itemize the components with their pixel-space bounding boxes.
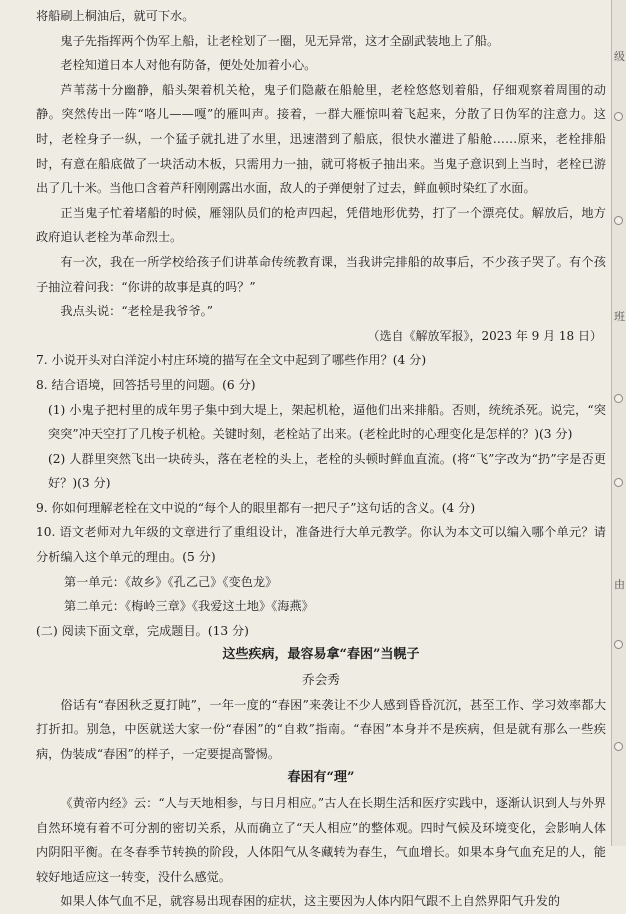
binding-hole — [614, 742, 623, 751]
binding-hole — [614, 112, 623, 121]
story-paragraph: 鬼子先指挥两个伪军上船，让老栓划了一圈，见无异常，这才全副武装地上了船。 — [60, 33, 500, 48]
article-author: 乔会秀 — [302, 672, 340, 688]
margin-char: 班 — [614, 310, 625, 323]
question-8: 8. 结合语境，回答括号里的问题。(6 分) — [36, 377, 256, 392]
question-7: 7. 小说开头对白洋淀小村庄环境的描写在全文中起到了哪些作用？(4 分) — [36, 353, 427, 368]
story-paragraph: 将船刷上桐油后，就可下水。 — [36, 9, 195, 23]
binding-hole — [614, 640, 623, 649]
unit-one: 第一单元：《故乡》《孔乙己》《变色龙》 — [64, 574, 278, 589]
question-8-part-2: (2) 人群里突然飞出一块砖头，落在老栓的头上，老栓的头顿时鲜血直流。(将“飞”字改为“扔”字是否更好？)(3 分) — [48, 451, 606, 491]
story-paragraph: 正当鬼子忙着堵船的时候，雁翎队员们的枪声四起，凭借地形优势，打了一个漂亮仗。解放后，地方政府追认老栓为革命烈士。 — [36, 205, 606, 245]
article-paragraph: 俗话有“春困秋乏夏打盹”，一年一度的“春困”来袭让不少人感到昏昏沉沉，甚至工作、学习效率都大打折扣。别急，中医就送大家一份“春困”的“自救”指南。“春困”本身并不是疾病，但是就有那么一些疾病，伪装成“春困”的样子，一定要提高警惕。 — [36, 697, 606, 761]
binding-margin — [611, 0, 626, 846]
unit-two: 第二单元：《梅岭三章》《我爱这土地》《海燕》 — [64, 599, 314, 614]
story-paragraph: 有一次，我在一所学校给孩子们讲革命传统教育课，当我讲完排船的故事后，不少孩子哭了。有个孩子抽泣着问我：“你讲的故事是真的吗？” — [36, 254, 606, 294]
story-paragraph: 老栓知道日本人对他有防备，便处处加着小心。 — [60, 58, 317, 73]
margin-char: 级 — [614, 50, 625, 63]
margin-char: 由 — [614, 578, 625, 591]
story-paragraph: 芦苇荡十分幽静，船头架着机关枪，鬼子们隐蔽在船舱里，老栓悠悠划着船，仔细观察着周围的动静。突然传出一阵“咯儿——嘎”的雁叫声。接着，一群大雁惊叫着飞起来，分散了日伪军的注意力。这时，老栓身子一纵，一个猛子就扎进了水里，迅速潜到了船底，很快水灌进了船舱……原来，老栓排船时，有意在船底做了一块活动木板，只需用力一抽，就可将板子抽出来。当鬼子意识到上当时，老栓已游出了几十米。当他口含着芦秆刚刚露出水面，敌人的子弹便射了过去，鲜血顿时染红了水面。 — [36, 82, 606, 196]
source-citation: （选自《解放军报》，2023 年 9 月 18 日） — [367, 328, 602, 343]
article-paragraph: 如果人体气血不足，就容易出现春困的症状，这主要因为人体内阳气跟不上自然界阳气升发的 — [60, 894, 561, 909]
binding-hole — [614, 216, 623, 225]
article-subheading: 春困有“理” — [287, 770, 355, 786]
article-title: 这些疾病，最容易拿“春困”当幌子 — [222, 647, 420, 663]
binding-hole — [614, 394, 623, 403]
question-8-part-1: (1) 小鬼子把村里的成年男子集中到大堤上，架起机枪，逼他们出来排船。否则，统统杀死。说完，“突突突”冲天空打了几梭子机枪。关键时刻，老栓站了出来。(老栓此时的心理变化是怎样的？)(3 分) — [48, 402, 606, 442]
question-10: 10. 语文老师对九年级的文章进行了重组设计，准备进行大单元教学。你认为本文可以编入哪个单元？请分析编入这个单元的理由。(5 分) — [36, 525, 606, 565]
binding-hole — [614, 478, 623, 487]
article-paragraph: 《黄帝内经》云：“人与天地相参，与日月相应。”古人在长期生活和医疗实践中，逐渐认识到人与外界自然环境有着不可分割的密切关系，从而确立了“天人相应”的整体观。四时气候及环境变化，会影响人体内阴阳平衡。在冬春季节转换的阶段，人体阳气从冬藏转为春生，气血增长。如果本身气血充足的人，能较好地适应这一转变，没什么感觉。 — [36, 796, 606, 884]
section-heading: (二) 阅读下面文章，完成题目。(13 分) — [36, 623, 249, 638]
story-paragraph: 我点头说：“老栓是我爷爷。” — [60, 304, 214, 319]
question-9: 9. 你如何理解老栓在文中说的“每个人的眼里都有一把尺子”这句话的含义。(4 分) — [36, 500, 476, 515]
